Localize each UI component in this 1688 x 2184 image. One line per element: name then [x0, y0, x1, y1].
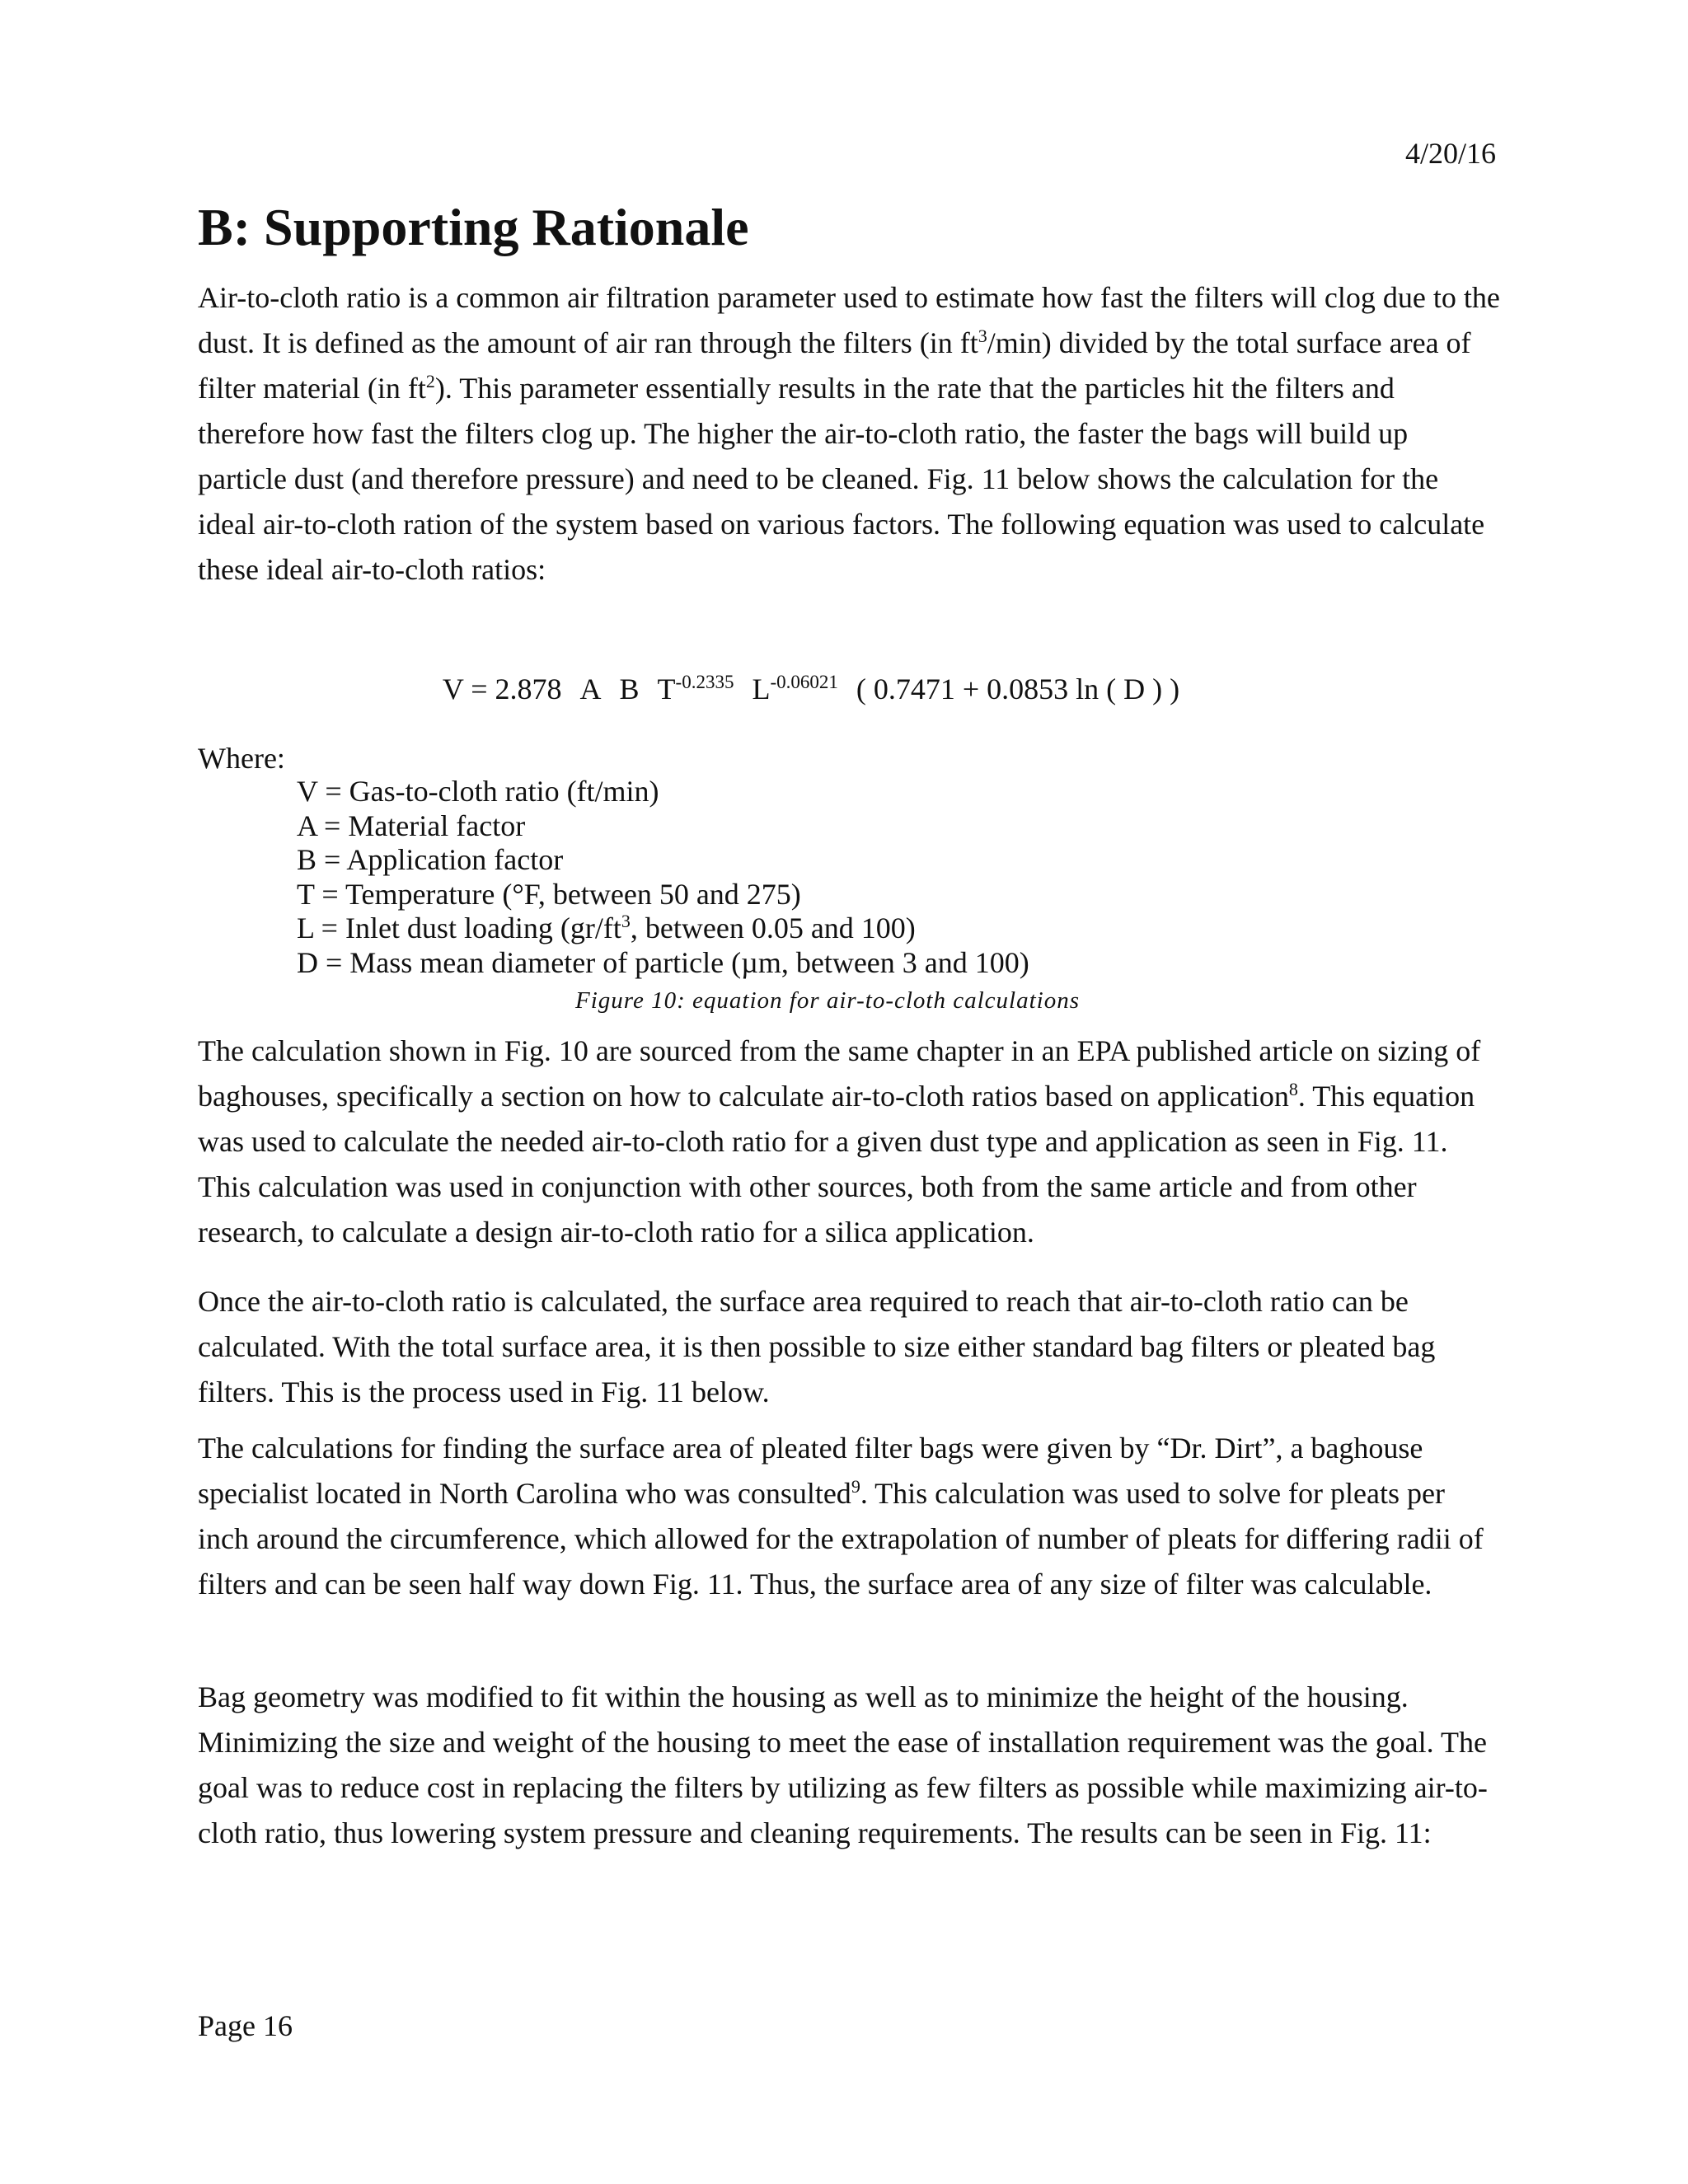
equation-temperature-exponent: -0.2335	[675, 672, 734, 692]
equation-tail: ( 0.7471 + 0.0853 ln ( D ) )	[856, 673, 1180, 705]
variable-definitions	[297, 775, 1029, 980]
definition-l-text-b: , between 0.05 and 100)	[630, 912, 916, 944]
definition-l-text-a: L = Inlet dust loading (gr/ft	[297, 912, 621, 944]
paragraph-intro-text-c: ). This parameter essentially results in the rate that the particles hit the filters and therefore how fast the filters clog up. The higher the air-to-cloth ratio, the faster the bags will build up particle dust (and therefore pressure) and need to be cleaned. Fig. 11 below shows the calculation for the ideal air-to-cloth ration of the system based on various factors. The following equation was used to calculate these ideal air-to-cloth ratios:	[198, 372, 1485, 586]
superscript-cubed: 3	[978, 326, 987, 346]
paragraph-source-text-a: The calculation shown in Fig. 10 are sourced from the same chapter in an EPA published article on sizing of baghouses, specifically a section on how to calculate air-to-cloth ratios based on application	[198, 1034, 1481, 1113]
paragraph-pleated-text-b: . This calculation was used to solve for pleats per inch around the circumference, which allowed for the extrapolation of number of pleats for differing radii of filters and can be seen half way down Fig. 11. Thus, the surface area of any size of filter was calculable.	[198, 1477, 1484, 1601]
definition-b: B = Application factor	[297, 843, 564, 876]
equation-factor-a: A	[579, 673, 602, 705]
paragraph-intro-text-b: /min) divided by the total surface area of filter material (in ft	[198, 326, 1471, 405]
paragraph-source-text-b: . This equation was used to calculate the needed air-to-cloth ratio for a given dust type and application as seen in Fig. 11. This calculation was used in conjunction with other sources, both from the same article and from other research, to calculate a design air-to-cloth ratio for a silica application.	[198, 1080, 1475, 1249]
figure-caption: Figure 10: equation for air-to-cloth calculations	[575, 987, 1080, 1014]
air-to-cloth-equation	[0, 666, 1655, 712]
paragraph-bag-geometry: Bag geometry was modified to fit within the housing as well as to minimize the height of the housing. Minimizing the size and weight of the housing to meet the ease of installation requirement was the goal. The goal was to reduce cost in replacing the filters by utilizing as few filters as possible while maximizing air-to-cloth ratio, thus lowering system pressure and cleaning requirements. The results can be seen in Fig. 11:	[198, 1680, 1488, 1849]
footnote-marker-8: 8	[1288, 1079, 1298, 1099]
paragraph-intro-text-a: Air-to-cloth ratio is a common air filtration parameter used to estimate how fast the filters will clog due to the dust. It is defined as the amount of air ran through the filters (in ft	[198, 281, 1500, 359]
definition-l-superscript: 3	[621, 911, 631, 931]
paragraph-intro	[198, 275, 1500, 593]
equation-loading: L	[752, 673, 771, 705]
equation-lhs: V = 2.878	[442, 673, 562, 705]
footnote-marker-9: 9	[851, 1476, 860, 1497]
page-number: Page 16	[198, 2009, 293, 2042]
definition-d: D = Mass mean diameter of particle (µm, between 3 and 100)	[297, 945, 1029, 979]
definition-l	[297, 912, 1029, 946]
section-heading: B: Supporting Rationale	[198, 198, 749, 256]
definition-v: V = Gas-to-cloth ratio (ft/min)	[297, 775, 659, 808]
paragraph-pleated-bags	[198, 1426, 1500, 1607]
superscript-squared: 2	[425, 371, 435, 391]
paragraph-surface-area: Once the air-to-cloth ratio is calculated, the surface area required to reach that air-to-cloth ratio can be calculated. With the total surface area, it is then possible to size either standard bag filters or pleated bag filters. This is the process used in Fig. 11 below.	[198, 1285, 1436, 1408]
definition-t: T = Temperature (°F, between 50 and 275)	[297, 877, 801, 911]
equation-loading-exponent: -0.06021	[770, 672, 838, 692]
paragraph-pleated-text-a: The calculations for finding the surface area of pleated filter bags were given by “Dr. Dirt”, a baghouse specialist located in North Carolina who was consulted	[198, 1432, 1423, 1510]
equation-factor-b: B	[619, 673, 640, 705]
paragraph-source	[198, 1029, 1500, 1255]
header-date: 4/20/16	[1404, 137, 1496, 170]
equation-temperature: T	[657, 673, 676, 705]
definition-a: A = Material factor	[297, 808, 526, 842]
where-label: Where:	[198, 742, 285, 775]
